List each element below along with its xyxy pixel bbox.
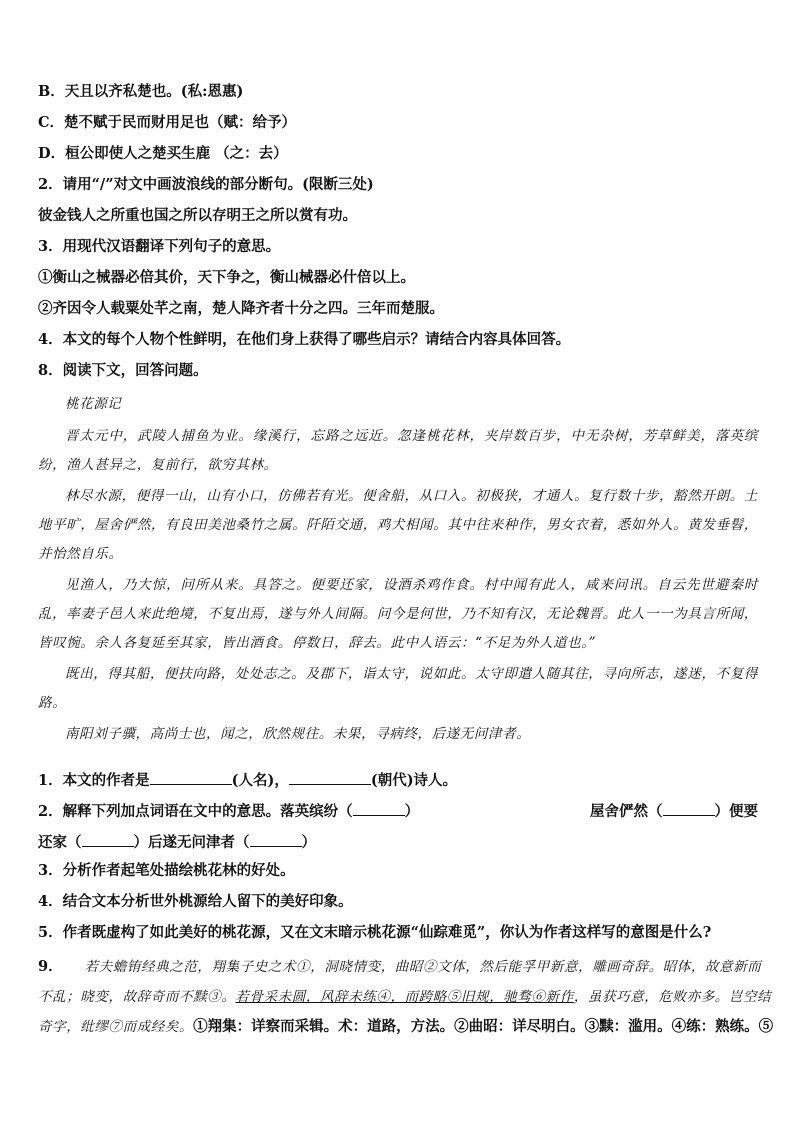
answer-blank[interactable] <box>250 830 302 847</box>
answer-blank[interactable] <box>289 768 371 785</box>
question-4-prompt: 4．本文的每个人物个性鲜明，在他们身上获得了哪些启示？请结合内容具体回答。 <box>38 331 571 348</box>
passage-paragraph: 既出，得其船，便扶向路，处处志之。及郡下，诣太守，说如此。太守即遣人随其往，寻向所志，遂迷，不复得路。 <box>38 666 758 711</box>
question-8-4: 4．结合文本分析世外桃源给人留下的美好印象。 <box>38 893 353 910</box>
question-2-prompt: 2．请用“/”对文中画波浪线的部分断句。(限断三处) <box>38 176 374 193</box>
passage-paragraph: 林尽水源，便得一山，山有小口，仿佛若有光。便舍船，从口入。初极狭，才通人。复行数十步，豁然开朗。土地平旷，屋舍俨然，有良田美池桑竹之属。阡陌交通，鸡犬相闻。其中往来种作，男女衣着，悉如外人。黄发垂髫，并怡然自乐。 <box>38 488 758 562</box>
answer-blank[interactable] <box>82 830 134 847</box>
option-c: C．楚不赋于民而财用足也（赋：给予） <box>38 114 297 131</box>
answer-blank[interactable] <box>150 768 232 785</box>
answer-blank[interactable] <box>663 799 715 816</box>
answer-blank[interactable] <box>353 799 405 816</box>
question-8-2-line-2: 还家（ ）后遂无问津者（ ） <box>38 830 758 853</box>
question-3-sentence-1: ①衡山之械器必倍其价，天下争之，衡山械器必什倍以上。 <box>38 269 415 286</box>
question-8-3: 3．分析作者起笔处描绘桃花林的好处。 <box>38 862 295 879</box>
question-3-sentence-2: ②齐因令人载粟处芊之南，楚人降齐者十分之四。三年而楚服。 <box>38 300 444 317</box>
option-b: B．天且以齐私楚也。(私:恩惠) <box>38 83 244 100</box>
question-9: 9． 若夫蟾铕经典之范，翔集子史之术①，洞晓情变，曲昭②文体，然后能孚甲新意，雕画奇辞。昭体，故意新而 不乱；晓变，故辞奇而不黩③。若骨采未圆，风辞未练④，而跨略⑤旧规，驰骛⑥新作，虽获巧意，危败亦多。岂空结 奇字，纰缪⑦而成经矣。①翔集：详察而采辑。术：道路，方法。②曲昭：详尽明白。③黩：滥用。④练：熟练。⑤ <box>38 958 774 1035</box>
section-8-header: 8．阅读下文，回答问题。 <box>38 362 208 379</box>
passage-paragraph: 晋太元中，武陵人捕鱼为业。缘溪行，忘路之远近。忽逢桃花林，夹岸数百步，中无杂树，芳草鲜美，落英缤纷，渔人甚异之，复前行，欲穷其林。 <box>38 428 758 473</box>
passage-paragraph: 南阳刘子骥，高尚士也，闻之，欣然规往。未果，寻病终，后遂无问津者。 <box>65 726 531 742</box>
question-8-2-line-1: 2．解释下列加点词语在文中的意思。落英缤纷（ ） 屋舍俨然（ ）便要 <box>38 799 758 822</box>
passage-paragraph: 见渔人，乃大惊，问所从来。具答之。便要还家，设酒杀鸡作食。村中闻有此人，咸来问讯。自云先世避秦时乱，率妻子邑人来此绝境，不复出焉，遂与外人间隔。问今是何世，乃不知有汉，无论魏晋。此人一一为具言所闻，皆叹惋。余人各复延至其家，皆出酒食。停数日，辞去。此中人语云：“不足为外人道也。” <box>38 577 758 651</box>
passage-taohuayuanji <box>38 394 758 749</box>
question-2-text: 彼金钱人之所重也国之所以存明王之所以赏有功。 <box>38 207 357 224</box>
option-d: D．桓公即使人之楚买生鹿 （之：去） <box>38 145 288 162</box>
question-8-1: 1．本文的作者是 (人名)， (朝代)诗人。 <box>38 768 758 791</box>
question-8-5: 5．作者既虚构了如此美好的桃花源，又在文末暗示桃花源“仙踪难觅”，你认为作者这样写的意图是什么? <box>38 924 712 941</box>
passage-title: 桃花源记 <box>65 396 122 412</box>
question-3-prompt: 3．用现代汉语翻译下列句子的意思。 <box>38 238 281 255</box>
